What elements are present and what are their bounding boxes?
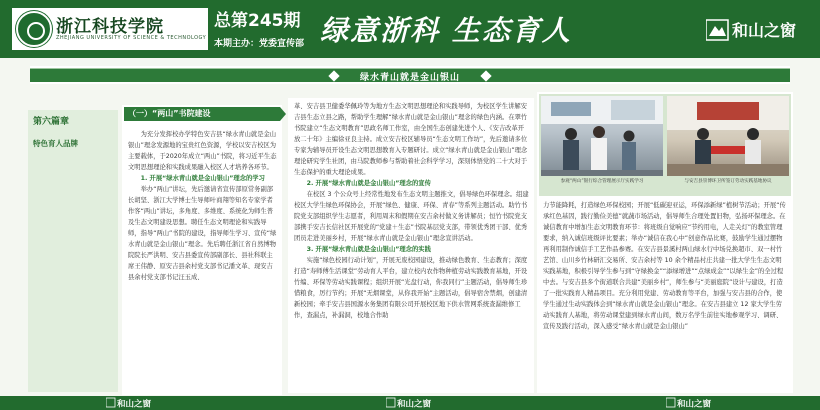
article-column-2 [288, 98, 534, 393]
banner-ribbon [30, 68, 790, 82]
window-icon [386, 398, 395, 407]
section-heading: （一）“两山”书院建设 [124, 107, 280, 121]
banner-title: 绿水青山就是金山银山 [359, 73, 460, 83]
photo-caption-2: 与安吉县崇博环卫所签订劳动实践基地协议 [684, 179, 772, 184]
chapter-title: 特色育人品牌 [33, 139, 78, 148]
school-name: 浙江科技学院 [56, 17, 164, 37]
subheading: 1. 开展“绿水青山就是金山银山”理念的学习 [140, 175, 265, 182]
header-bar [0, 0, 820, 58]
motto-title: 绿意浙科 生态育人 [320, 14, 572, 47]
footer-brand-logo [106, 397, 154, 409]
photo-caption-1: 参观“两山”银行综合管理展示厅实践学习 [560, 179, 644, 184]
brand-name: 和山之窗 [732, 21, 797, 40]
window-icon [666, 398, 675, 407]
school-seal-icon [16, 11, 52, 47]
footer-brand-name: 和山之窗 [677, 399, 712, 409]
paragraph: 力节能降耗，打造绿色环保校园；开展“低碳迎亚运，环保添新绿”植树节活动；开展“传承红色基因，践行勤俭美德”就蔬市场活动，倡导师生合理处置旧物，弘扬环保理念。在诚信教育中增加生态文明教育环节：将班级自觉响应“节约用电，人走关灯”的教室管理要求，纳入诚信班级评比要素；举办“诚信在我心中”创意作品比赛，鼓励学生通过摆物再利用制作诚信手工艺作品参赛。在安吉县景溪村两山绿水行中场兑换超市、双一村竹艺馆、山川乡竹林研汇交易所、安吉余村等 10 余个精品村庄共建一批大学生生态文明实践基地，积极引导学生参与到“守绿换金”“添绿增进”“点绿成金”“以绿生金”的全过程中去。与安吉县多个街道联合共建“美丽乡村”，师生参与“美丽庭院”设计与建设，打造了一批实践育人精品项目。充分利用党建、劳动教育等平台，加强与安吉县的合作，使学生通过生动实践体会到“绿水青山就是金山银山”理念。在安吉县建立 12 家大学生劳动实践育人基地，将劳动课堂建到绿水青山间，数万名学生前往实地参观学习、调研、宣传及践行活动，深入感受“绿水青山就是金山银山” [543, 202, 786, 330]
window-icon [106, 398, 115, 407]
banner [30, 66, 790, 84]
paragraph: 举办“两山”讲坛，先后邀请省宣传部原常务副部长胡坚、浙江大学博士生导师叶商翔等知名专家学者作客“两山”讲坛，多角度、多维度、系统化为师生普及生态文明建设思想。聘任生态文明理论和实践导师，指导“两山”书院的建设，指导师生学习、宣传“绿水青山就是金山银山”理念。先后聘任浙江省自然博物院院长严洪明、安吉县委宣传部副部长、县社科联主席王伟静、原安吉县余村党支部书记潘文革、现安吉县余村党支部书记汪玉成、 [128, 186, 277, 281]
editor-line: 本期主办：党委宣传部 [214, 39, 305, 49]
mountain-icon [709, 26, 726, 36]
paragraph: 为充分发挥校办学特色安吉县“绿水青山就是金山银山”理念发源地的宝贵红色资源，学校以安吉校区为主要载体，于2020年成立“两山”书院，将习近平生态文明思想理论和实践成果融入校区人才培养各环节。 [128, 131, 277, 171]
column-1-text [128, 129, 278, 283]
paragraph: 实施“绿色校园行动计划”，开展无废校园建设，推动绿色教育、生态教育；深度打造“寿师傅生活课堂”劳动育人平台，建立校内农作物种植劳动实践教育基地，开设竹编、环保等劳动实践课程；组织开展“光盘行动，你我同行”主题活动，倡导师生珍惜粮食，厉行节约；开展“无烟课堂，从你我开始”主题活动，倡导宿舍禁烟，创建清新校园；牵手安吉县国源水务集团有限公司开展校区地下供水管网系统查漏维修工作，查漏点，补漏洞，校地合作助 [294, 257, 528, 319]
photo-scene-1 [541, 96, 663, 176]
article-column-3 [537, 92, 793, 393]
photo-agreement-signing [667, 96, 789, 176]
article-column-1 [122, 105, 282, 395]
brand-logo [706, 16, 810, 44]
chapter-label: 第六篇章 [33, 117, 70, 127]
footer-bar [0, 396, 820, 410]
subheading: 2. 开展“绿水青山就是金山银山”理念的宣传 [306, 180, 431, 187]
school-logo [12, 8, 208, 50]
footer-brand-logo [386, 397, 434, 409]
footer-brand-name: 和山之窗 [117, 399, 152, 409]
column-3-text [543, 200, 787, 332]
photo-exhibition-visit [541, 96, 663, 176]
footer-brand-logo [666, 397, 714, 409]
school-name-en: ZHEJIANG UNIVERSITY OF SCIENCE & TECHNOLOGY [56, 35, 207, 41]
paragraph: 在校区 3 个公众号上经常性地发布生态文明主题推文，倡导绿色环保理念。组建校区大学生绿色环保协会，开展“绿色、健康、环保、青春”等系列主题活动。助竹书院党支部组织学生志愿者，利用周末和假期在安吉余村做义务讲解员；恒竹书院党支部携手安吉长信社区开展党的“党建＋生态”书院基层党支部，带领优秀团干部、优秀团员走进美丽乡村，开展“绿水青山就是金山银山”理念宣讲活动。 [294, 191, 529, 242]
photo-scene-2 [667, 96, 789, 176]
paragraph: 革、安吉县卫健委华佩玲等为地方生态文明思想理论和实践导师，为校区学生讲解安吉县生态立县之路，帮助学生理解“绿水青山就是金山银山”理念的绿色内涵。在翠竹书院建立“生态文明教育”思政名师工作室，由全国生态创建先进个人、《安吉改革开放二十年》主编徐亚良主持。成立安吉校区辅导员“生态文明工作坊”，先后邀请多位专家为辅导员开设生态文明思想教育入专题研讨。成立“绿水青山就是金山银山”理念理论研究学生社团，由马院教师参与帮助着社会科学学习，深刻体悟党的二十大对于生态保护的重大理论成果。 [294, 103, 528, 176]
subheading: 3. 开展“绿水青山就是金山银山”理念的实践 [306, 246, 431, 253]
chapter-sidebar [28, 110, 118, 392]
footer-brand-name: 和山之窗 [397, 399, 432, 409]
issue-number: 总第245期 [214, 11, 301, 31]
column-2-text [294, 101, 530, 321]
photo-strip [539, 94, 791, 196]
